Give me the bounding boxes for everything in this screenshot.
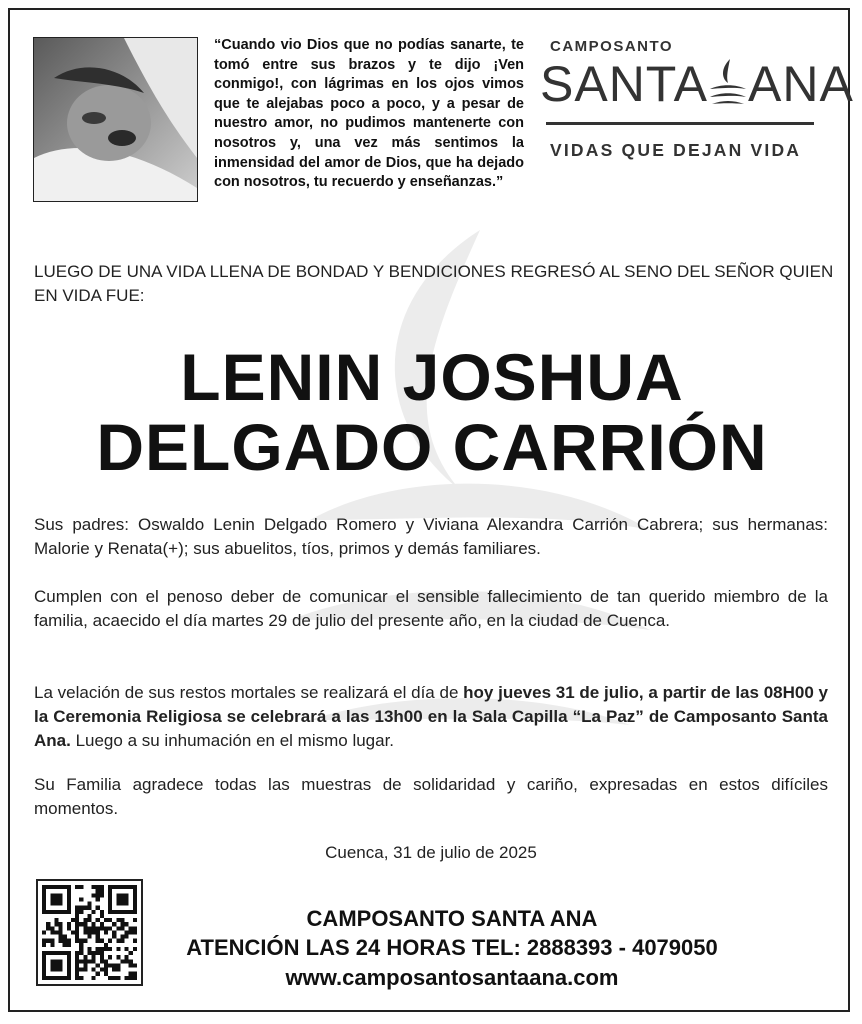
logo-tagline: VIDAS QUE DEJAN VIDA bbox=[550, 140, 802, 160]
footer-company: CAMPOSANTO SANTA ANA bbox=[306, 906, 598, 931]
wake-paragraph bbox=[34, 681, 828, 753]
family-paragraph: Sus padres: Oswaldo Lenin Delgado Romero y Viviana Alexandra Carrión Cabrera; sus hermanas: Malorie y Renata(+); sus abuelitos, tíos, primos y demás familiares. bbox=[34, 515, 828, 558]
memorial-quote: “Cuando vio Dios que no podías sanarte, te tomó entre sus brazos y te dijo ¡Ven conmigo!, con lágrimas en los ojos vimos que te alejabas poco a poco, y a pesar de nuestro amor, no pudimos mantenerte con nosotros y, una vez más sentimos la inmensidad del amor de Dios, que ha dejado con nosotros, tu recuerdo y enseñanzas.” bbox=[214, 37, 524, 191]
wake-details: hoy jueves 31 de julio, a partir de las 08H00 y la Ceremonia Religiosa se celebrará a las 13h00 en la Sala Capilla “La Paz” de Camposanto Santa Ana. bbox=[34, 683, 828, 750]
qr-code[interactable] bbox=[36, 879, 143, 986]
deceased-name bbox=[34, 342, 830, 482]
date-line: Cuenca, 31 de julio de 2025 bbox=[325, 843, 537, 862]
deceased-name-line1: LENIN JOSHUA bbox=[180, 340, 684, 414]
logo-main-right: ANA bbox=[748, 56, 854, 112]
wake-intro: La velación de sus restos mortales se realizará el día de bbox=[34, 683, 464, 702]
deceased-photo bbox=[33, 37, 198, 202]
footer-website[interactable]: www.camposantosantaana.com bbox=[285, 965, 619, 990]
logo-top-text: CAMPOSANTO bbox=[550, 38, 674, 55]
notice-paragraph: Cumplen con el penoso deber de comunicar el sensible fallecimiento de tan querido miembro de la familia, acaecido el día martes 29 de julio del presente año, en la ciudad de Cuenca. bbox=[34, 587, 828, 630]
logo-main-left: SANTA bbox=[540, 56, 708, 112]
wake-end: Luego a su inhumación en el mismo lugar. bbox=[70, 731, 395, 750]
footer-contact: ATENCIÓN LAS 24 HORAS TEL: 2888393 - 4079050 bbox=[186, 935, 718, 960]
thanks-paragraph: Su Familia agradece todas las muestras de solidaridad y cariño, expresadas en estos difíciles momentos. bbox=[34, 775, 828, 818]
logo-main-text bbox=[540, 56, 854, 112]
deceased-name-line2: DELGADO CARRIÓN bbox=[96, 410, 768, 484]
intro-text: LUEGO DE UNA VIDA LLENA DE BONDAD Y BENDICIONES REGRESÓ AL SENO DEL SEÑOR QUIEN EN VIDA FUE: bbox=[34, 262, 834, 305]
logo-divider bbox=[546, 122, 814, 125]
flame-icon bbox=[708, 57, 748, 107]
